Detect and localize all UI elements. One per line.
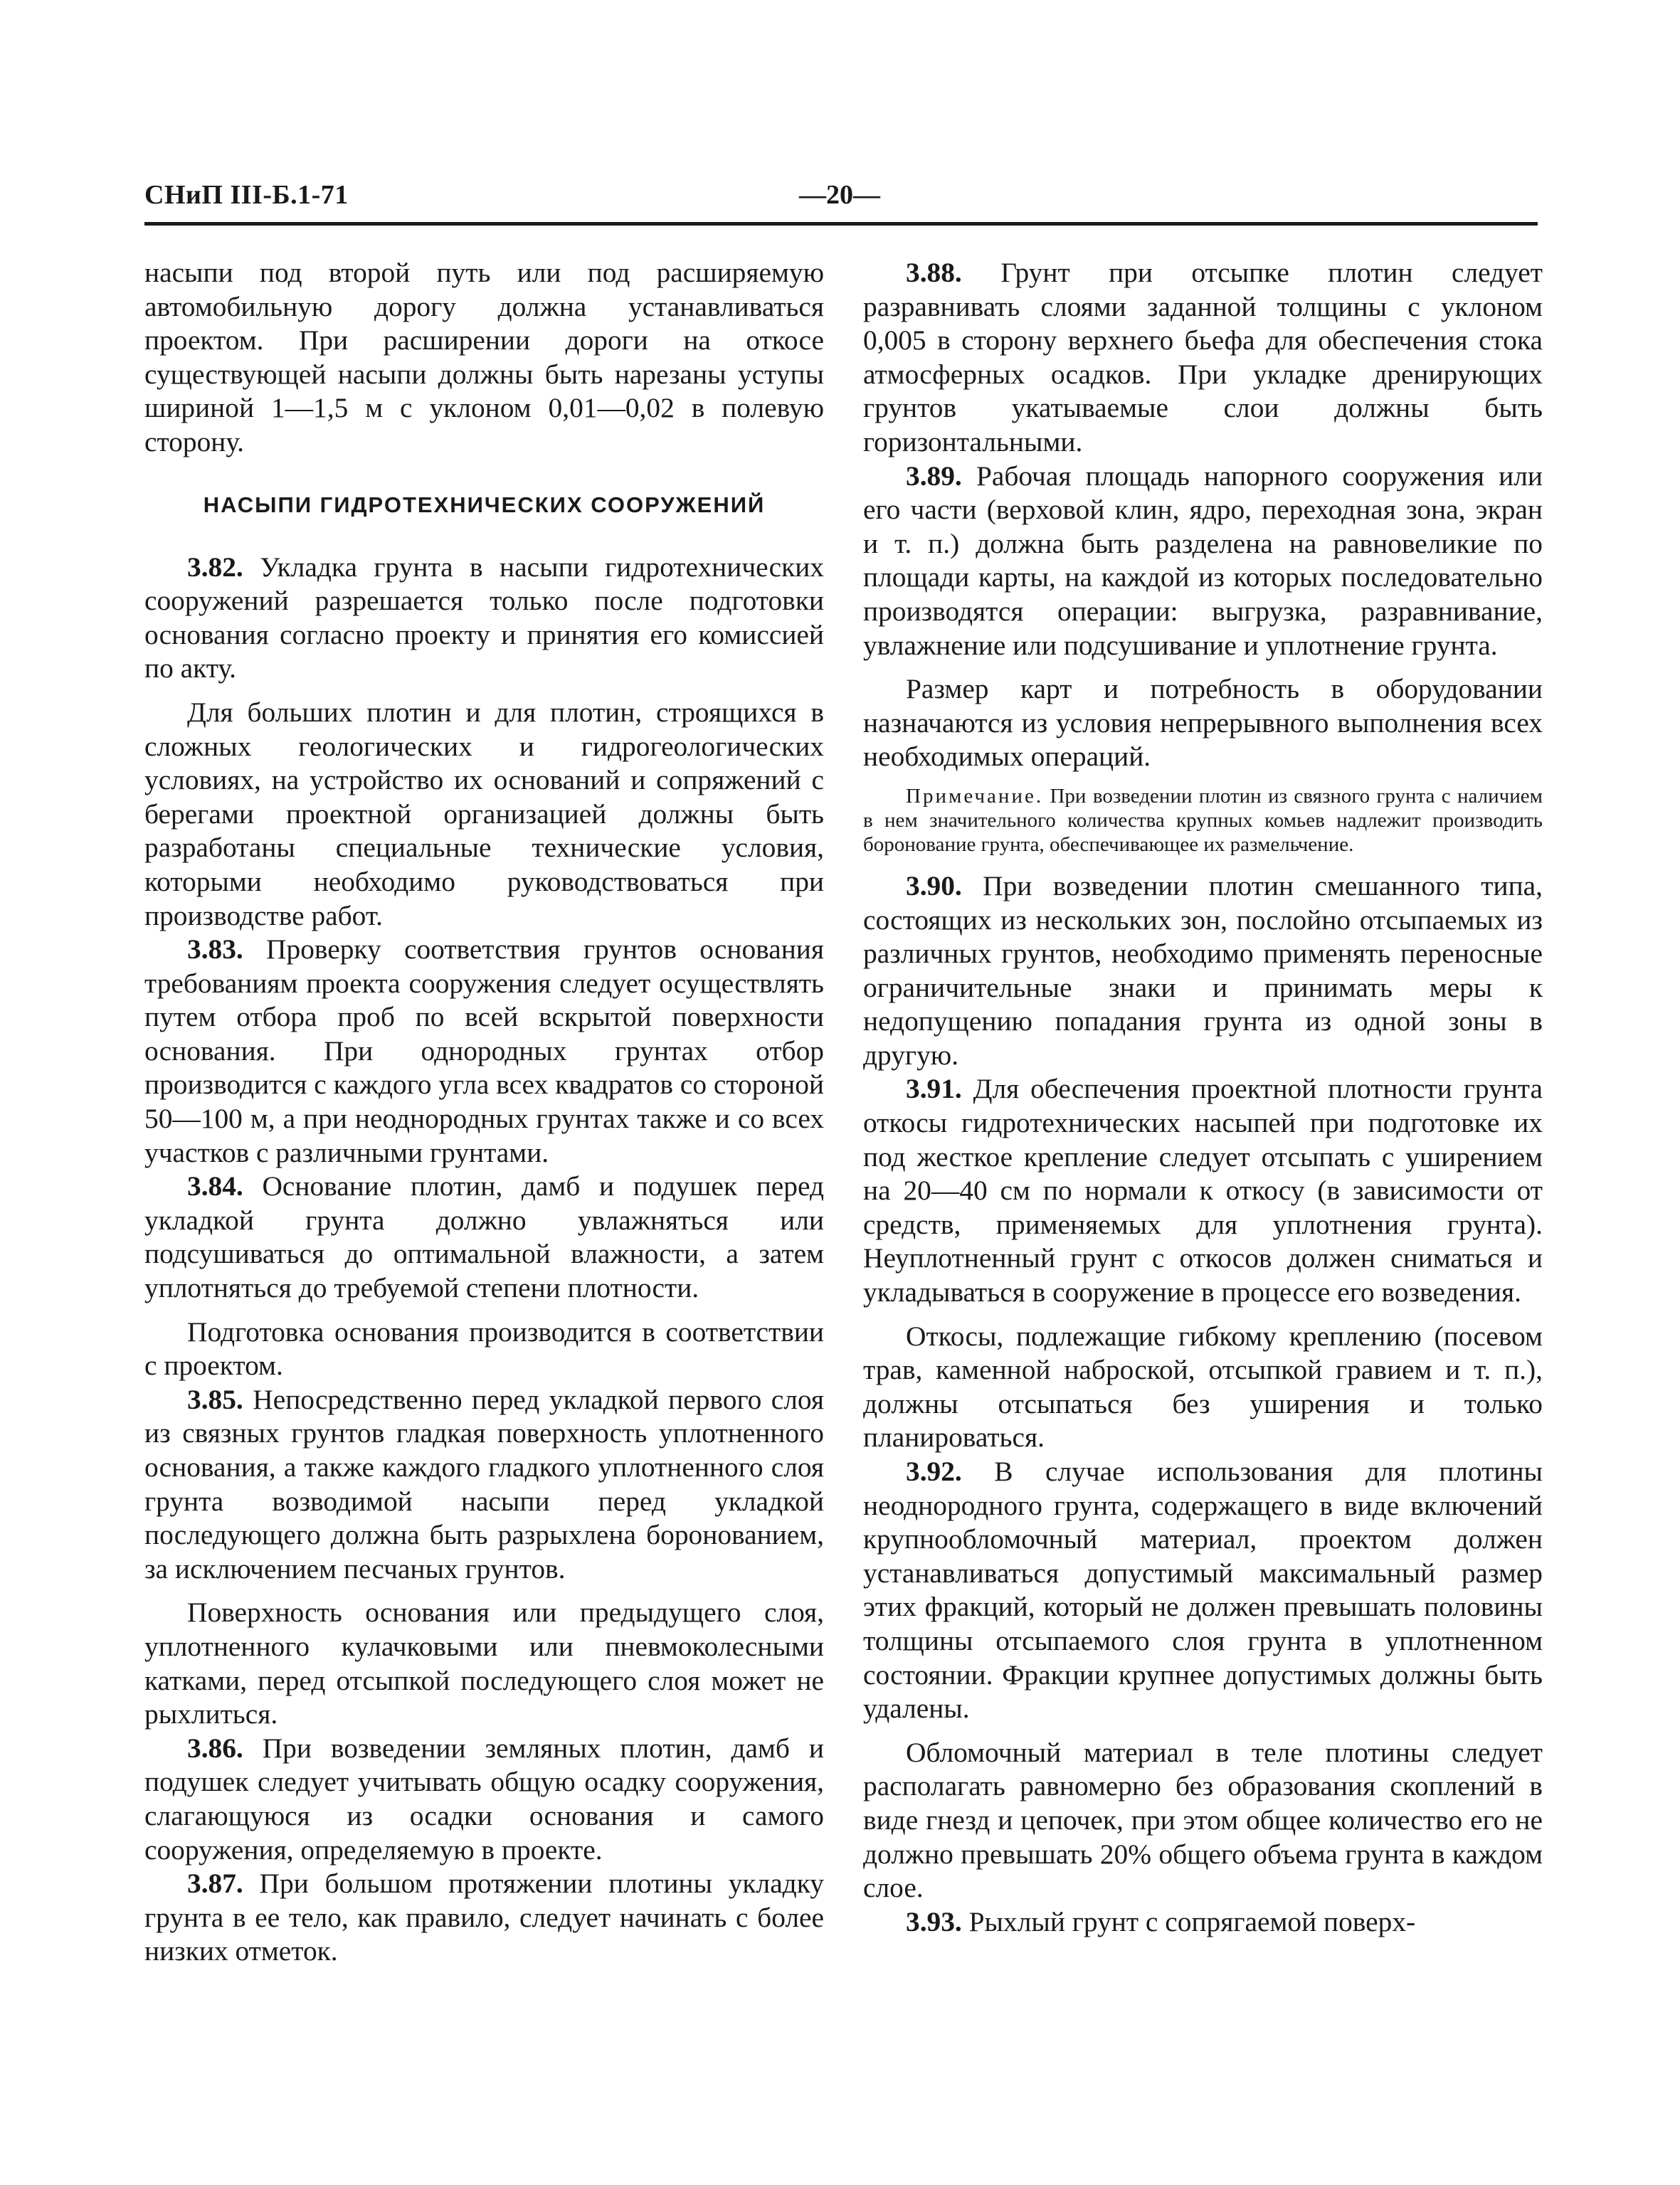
clause-text: При возведении плотин смешанного типа, состоящих из нескольких зон, послойно отсыпаемых из различных грунтов, необходимо применять переносные ограничительные знаки и принимать меры к недопущению попадания грунта из одной зоны в другую. xyxy=(863,869,1543,1071)
clause-text: При возведении земляных плотин, дамб и подушек следует учитывать общую осадку сооружения, слагающуюся из осадки основания и самого сооружения, определяемую в проекте. xyxy=(144,1732,824,1866)
clause-number: 3.92. xyxy=(906,1456,962,1487)
clause-number: 3.88. xyxy=(906,257,962,288)
clause-3-86 xyxy=(144,1732,824,1867)
clause-3-91 xyxy=(863,1072,1543,1309)
clause-text: Грунт при отсыпке плотин следует разравнивать слоями заданной толщины с уклоном 0,005 в сторону верхнего бьефа для обеспечения стока атмосферных осадков. При укладке дренирующих грунтов укатываемые слои должны быть горизонтальными. xyxy=(863,257,1543,457)
clause-text: При большом протяжении плотины укладку грунта в ее тело, как правило, следует начинать с более низких отметок. xyxy=(144,1868,824,1967)
clause-3-92 xyxy=(863,1455,1543,1726)
note-label: Примечание. xyxy=(906,784,1044,808)
note-text: При возведении плотин из связного грунта с наличием в нем значительного количества крупных комьев надлежит производить боронование грунта, обеспечивающее их размельчение. xyxy=(863,784,1543,856)
clause-number: 3.89. xyxy=(906,460,962,492)
document-code: СНиП III-Б.1-71 xyxy=(144,180,349,210)
clause-3-82-paragraph-2: Для больших плотин и для плотин, строящихся в сложных геологических и гидрогеологических условиях, на устройство их оснований и сопряжений с берегами проектной организацией должны быть разработаны специальные технические условия, которыми необходимо руководствоваться при производстве работ. xyxy=(144,696,824,931)
clause-3-91-paragraph-2: Откосы, подлежащие гибкому креплению (посевом трав, каменной наброской, отсыпкой гравием и т. п.), должны отсыпаться без уширения и только планироваться. xyxy=(863,1320,1543,1454)
clause-3-89 xyxy=(863,460,1543,663)
clause-3-85-paragraph-2: Поверхность основания или предыдущего слоя, уплотненного кулачковыми или пневмоколесными катками, перед отсыпкой последующего слоя может не рыхлиться. xyxy=(144,1597,824,1730)
clause-3-93 xyxy=(863,1905,1543,1940)
header-rule xyxy=(144,222,1538,226)
clause-text: Проверку соответствия грунтов основания требованиям проекта сооружения следует осуществлять путем отбора проб по всей вскрытой поверхности основания. При однородных грунтах отбор производится с каждого угла всех квадратов со стороной 50—100 м, а при неоднородных грунтах также и со всех участков с различными грунтами. xyxy=(144,933,824,1168)
page-number: —20— xyxy=(799,180,880,210)
page-header xyxy=(144,179,1538,222)
clause-3-88 xyxy=(863,256,1543,460)
clause-text: В случае использования для плотины неоднородного грунта, содержащего в виде включений крупнообломочный материал, проектом должен устанавливаться допустимый максимальный размер этих фракций, который не должен превышать половины толщины отсыпаемого слоя грунта в уплотненном состоянии. Фракции крупнее допустимых должны быть удалены. xyxy=(863,1456,1543,1725)
clause-number: 3.86. xyxy=(187,1732,243,1764)
section-heading: НАСЫПИ ГИДРОТЕХНИЧЕСКИХ СООРУЖЕНИЙ xyxy=(203,492,766,517)
continuation-paragraph: насыпи под второй путь или под расширяемую автомобильную дорогу должна устанавливаться проектом. При расширении дороги на откосе существующей насыпи должны быть нарезаны уступы шириной 1—1,5 м с уклоном 0,01—0,02 в полевую сторону. xyxy=(144,257,824,457)
clause-number: 3.84. xyxy=(187,1170,243,1202)
clause-number: 3.82. xyxy=(187,551,243,583)
clause-3-89-paragraph-2: Размер карт и потребность в оборудовании назначаются из условия непрерывного выполнения всех необходимых операций. xyxy=(863,673,1543,773)
clause-number: 3.93. xyxy=(906,1905,962,1937)
left-column xyxy=(144,256,824,1969)
clause-text: Для обеспечения проектной плотности грунта откосы гидротехнических насыпей при подготовке их под жесткое крепление следует отсыпать с уширением на 20—40 см по нормали к откосу (в зависимости от средств, применяемых для уплотнения грунта). Неуплотненный грунт с откосов должен сниматься и укладываться в сооружение в процессе его возведения. xyxy=(863,1073,1543,1308)
clause-3-84 xyxy=(144,1170,824,1305)
clause-3-82 xyxy=(144,551,824,686)
clause-number: 3.83. xyxy=(187,933,243,965)
clause-3-84-paragraph-2: Подготовка основания производится в соответствии с проектом. xyxy=(144,1316,824,1382)
clause-text: Укладка грунта в насыпи гидротехнических сооружений разрешается только после подготовки основания согласно проекту и принятия его комиссией по акту. xyxy=(144,551,824,684)
clause-number: 3.90. xyxy=(906,869,962,901)
clause-text: Непосредственно перед укладкой первого слоя из связных грунтов гладкая поверхность уплотненного основания, а также каждого гладкого уплотненного слоя грунта возводимой насыпи перед укладкой последующего должна быть разрыхлена боронованием, за исключением песчаных грунтов. xyxy=(144,1383,824,1584)
right-column xyxy=(863,256,1543,1939)
clause-number: 3.91. xyxy=(906,1073,962,1105)
clause-3-92-paragraph-2: Обломочный материал в теле плотины следует располагать равномерно без образования скоплений в виде гнезд и цепочек, при этом общее количество его не должно превышать 20% общего объема грунта в каждом слое. xyxy=(863,1736,1543,1904)
clause-text: Рыхлый грунт с сопрягаемой поверх- xyxy=(968,1905,1416,1937)
clause-3-85 xyxy=(144,1383,824,1587)
clause-number: 3.85. xyxy=(187,1383,243,1415)
clause-number: 3.87. xyxy=(187,1868,243,1900)
note xyxy=(863,784,1543,857)
clause-text: Основание плотин, дамб и подушек перед укладкой грунта должно увлажняться или подсушиваться до оптимальной влажности, а затем уплотняться до требуемой степени плотности. xyxy=(144,1170,824,1304)
clause-text: Рабочая площадь напорного сооружения или его части (верховой клин, ядро, переходная зона, экран и т. п.) должна быть разделена на равновеликие по площади карты, на каждой из которых последовательно производятся операции: выгрузка, разравнивание, увлажнение или подсушивание и уплотнение грунта. xyxy=(863,460,1543,661)
clause-3-83 xyxy=(144,933,824,1170)
clause-3-87 xyxy=(144,1867,824,1969)
clause-3-90 xyxy=(863,869,1543,1073)
